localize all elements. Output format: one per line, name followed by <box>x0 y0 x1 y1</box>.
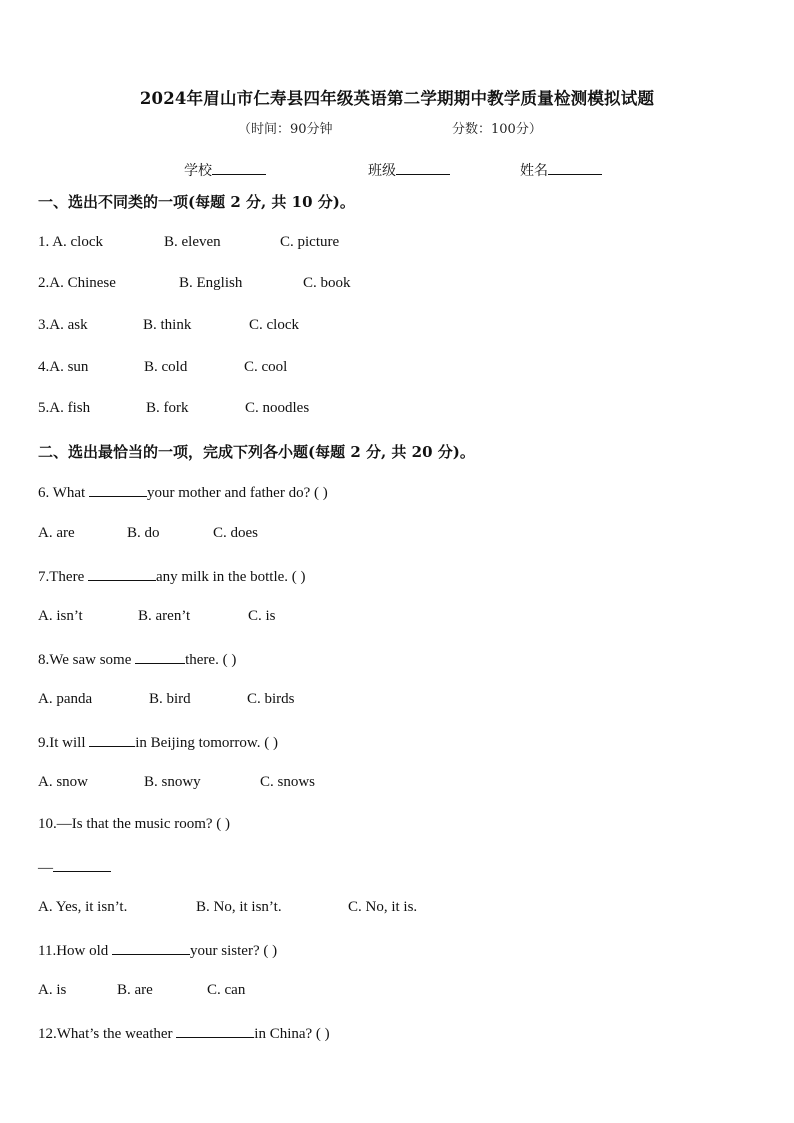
option-c: C. does <box>213 525 258 541</box>
option-a: A. Chinese <box>49 275 116 291</box>
question-text: 11.How old <box>38 943 113 959</box>
option-b: B. aren’t <box>138 608 191 624</box>
answer-blank[interactable] <box>53 858 111 872</box>
question-11-options <box>38 982 246 999</box>
class-field <box>368 160 450 180</box>
question-8 <box>38 650 236 669</box>
question-5 <box>38 400 310 417</box>
question-text: 6. What <box>38 485 89 501</box>
option-c: C. clock <box>249 317 299 333</box>
question-text: your mother and father do? ( ) <box>146 485 328 501</box>
option-b: B. cold <box>144 359 188 375</box>
option-a: A. fish <box>49 400 91 416</box>
class-blank[interactable] <box>396 162 450 175</box>
option-c: C. is <box>248 608 276 624</box>
option-c: C. picture <box>280 234 340 250</box>
question-10: 10.—Is that the music room? ( ) <box>38 816 231 832</box>
option-c: C. noodles <box>245 400 310 416</box>
answer-blank[interactable] <box>112 941 190 955</box>
question-10-reply <box>38 858 111 877</box>
question-text: in Beijing tomorrow. ( ) <box>135 735 279 751</box>
name-blank[interactable] <box>548 162 602 175</box>
option-b: B. No, it isn’t. <box>196 899 282 915</box>
name-field <box>520 160 602 180</box>
question-text: in China? ( ) <box>254 1026 330 1042</box>
option-c: C. No, it is. <box>348 899 418 915</box>
option-a: A. is <box>38 982 67 998</box>
option-b: B. fork <box>146 400 189 416</box>
question-2 <box>38 275 351 292</box>
answer-blank[interactable] <box>176 1024 254 1038</box>
exam-score: 分数：100分） <box>452 122 542 137</box>
exam-title: 2024年眉山市仁寿县四年级英语第二学期期中教学质量检测模拟试题 <box>139 89 655 108</box>
option-a: A. isn’t <box>38 608 83 624</box>
option-b: B. snowy <box>144 774 201 790</box>
answer-blank[interactable] <box>89 733 135 747</box>
answer-blank[interactable] <box>135 650 185 664</box>
question-text: your sister? ( ) <box>190 943 278 959</box>
option-b: B. think <box>143 317 192 333</box>
option-c: C. birds <box>247 691 295 707</box>
question-9 <box>38 733 278 752</box>
school-field <box>184 160 266 180</box>
school-blank[interactable] <box>212 162 266 175</box>
option-a: A. snow <box>38 774 89 790</box>
option-a: A. ask <box>49 317 88 333</box>
question-11 <box>38 941 277 960</box>
option-c: C. book <box>303 275 351 291</box>
exam-time: （时间：90分钟 <box>238 122 333 137</box>
question-12 <box>38 1024 330 1043</box>
question-6 <box>38 483 328 502</box>
question-text: 7.There <box>38 569 88 585</box>
section-1-heading: 一、选出不同类的一项(每题 2 分, 共 10 分)。 <box>38 193 355 211</box>
question-10-options <box>38 899 418 916</box>
question-4 <box>38 359 288 376</box>
question-text: any milk in the bottle. ( ) <box>155 569 306 585</box>
class-label: 班级 <box>368 163 396 179</box>
section-2-heading: 二、选出最恰当的一项，完成下列各小题(每题 2 分, 共 20 分)。 <box>38 443 475 461</box>
option-b: B. English <box>179 275 243 291</box>
question-text: 9.It will <box>38 735 90 751</box>
question-6-options <box>38 525 258 542</box>
option-b: B. bird <box>149 691 191 707</box>
option-b: B. do <box>127 525 160 541</box>
option-a: A. are <box>38 525 75 541</box>
answer-blank[interactable] <box>89 483 147 497</box>
question-number: 5. <box>38 400 50 416</box>
answer-blank[interactable] <box>88 567 156 581</box>
question-text: there. ( ) <box>185 652 237 668</box>
dash: — <box>38 860 53 876</box>
school-label: 学校 <box>184 163 212 179</box>
question-7 <box>38 567 306 586</box>
option-c: C. cool <box>244 359 288 375</box>
option-a: A. panda <box>38 691 93 707</box>
question-text: 8.We saw some <box>38 652 136 668</box>
question-number: 1. <box>38 234 53 250</box>
question-number: 3. <box>38 317 50 333</box>
option-a: A. sun <box>49 359 89 375</box>
option-c: C. snows <box>260 774 316 790</box>
option-b: B. eleven <box>164 234 221 250</box>
question-8-options <box>38 691 295 708</box>
question-number: 4. <box>38 359 50 375</box>
question-1 <box>38 234 340 251</box>
name-label: 姓名 <box>520 163 548 179</box>
question-text: 12.What’s the weather <box>38 1026 177 1042</box>
option-a: A. Yes, it isn’t. <box>38 899 128 915</box>
question-9-options <box>38 774 316 791</box>
option-a: A. clock <box>52 234 104 250</box>
question-number: 2. <box>38 275 50 291</box>
question-3 <box>38 317 299 334</box>
question-7-options <box>38 608 276 625</box>
option-b: B. are <box>117 982 153 998</box>
option-c: C. can <box>207 982 246 998</box>
